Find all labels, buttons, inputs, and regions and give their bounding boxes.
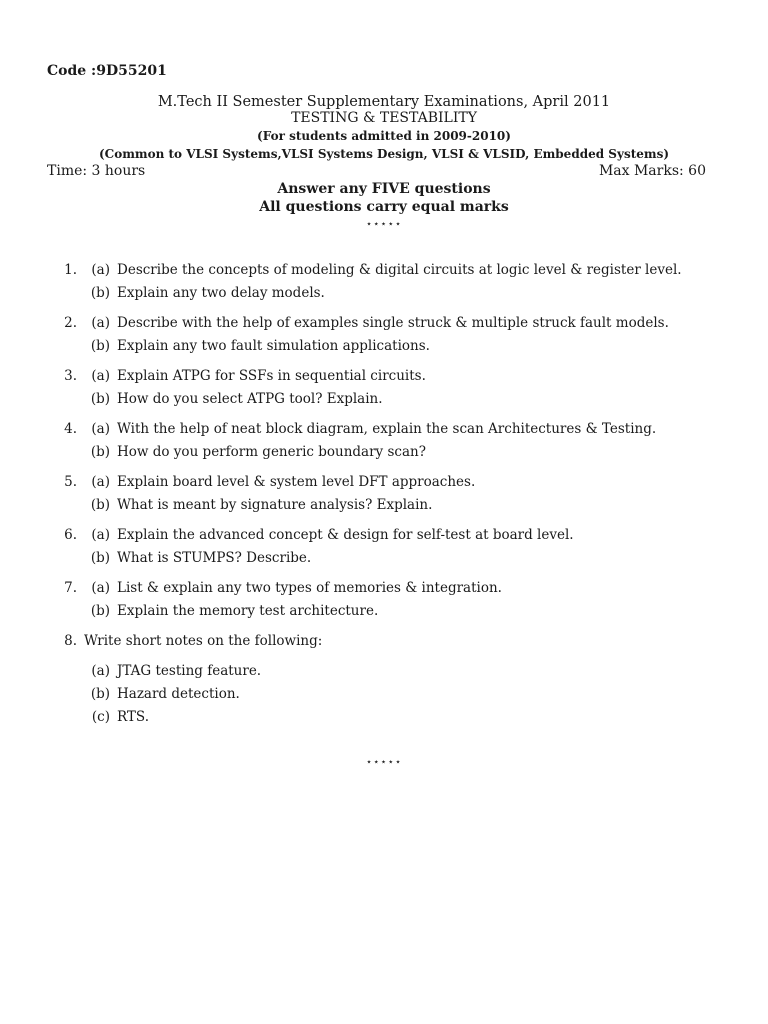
question-number: 3.	[64, 368, 77, 384]
part-text: Describe the concepts of modeling & digital circuits at logic level & register level.	[117, 262, 682, 278]
part-text: Explain board level & system level DFT approaches.	[117, 474, 476, 490]
part-text: RTS.	[117, 709, 149, 725]
question-number: 6.	[64, 527, 77, 543]
part-label: (b)	[90, 686, 110, 702]
part-text: Describe with the help of examples single struck & multiple struck fault models.	[117, 315, 669, 331]
part-label: (a)	[91, 421, 110, 437]
part-label: (b)	[90, 338, 110, 354]
question-stem: Write short notes on the following:	[84, 633, 323, 649]
part-label: (a)	[91, 315, 110, 331]
part-text: How do you select ATPG tool? Explain.	[117, 391, 383, 407]
part-text: What is STUMPS? Describe.	[117, 550, 312, 566]
part-text: What is meant by signature analysis? Explain.	[117, 497, 433, 513]
part-label: (b)	[90, 603, 110, 619]
part-label: (a)	[91, 262, 110, 278]
part-text: List & explain any two types of memories & integration.	[117, 580, 502, 596]
part-label: (a)	[91, 474, 110, 490]
question-number: 7.	[64, 580, 77, 596]
part-text: With the help of neat block diagram, explain the scan Architectures & Testing.	[117, 421, 657, 437]
max-marks-label: Max Marks: 60	[598, 163, 706, 179]
part-text: Explain any two delay models.	[117, 285, 325, 301]
instruction-five-questions: Answer any FIVE questions	[277, 181, 491, 197]
part-label: (b)	[90, 550, 110, 566]
part-label: (b)	[90, 497, 110, 513]
part-label: (a)	[91, 368, 110, 384]
time-label: Time: 3 hours	[47, 163, 146, 179]
stars-divider-top: ⋆⋆⋆⋆⋆	[365, 219, 403, 230]
question-number: 5.	[64, 474, 77, 490]
common-note: (Common to VLSI Systems,VLSI Systems Design, VLSI & VLSID, Embedded Systems)	[98, 147, 670, 161]
part-label: (a)	[91, 580, 110, 596]
instruction-equal-marks: All questions carry equal marks	[259, 199, 509, 215]
question-number: 4.	[64, 421, 77, 437]
part-label: (a)	[91, 663, 110, 679]
part-text: Explain ATPG for SSFs in sequential circuits.	[117, 368, 426, 384]
part-text: How do you perform generic boundary scan?	[117, 444, 426, 460]
question-number: 2.	[64, 315, 77, 331]
part-text: Explain the advanced concept & design for self-test at board level.	[117, 527, 574, 543]
part-label: (b)	[90, 391, 110, 407]
part-label: (a)	[91, 527, 110, 543]
subject-title: TESTING & TESTABILITY	[291, 110, 477, 126]
part-label: (c)	[91, 709, 110, 725]
part-label: (b)	[90, 285, 110, 301]
question-number: 8.	[64, 633, 77, 649]
exam-title: M.Tech II Semester Supplementary Examinations, April 2011	[157, 94, 611, 110]
part-text: Explain any two fault simulation applications.	[117, 338, 430, 354]
part-text: JTAG testing feature.	[117, 663, 262, 679]
stars-divider-bottom: ⋆⋆⋆⋆⋆	[365, 757, 403, 768]
part-label: (b)	[90, 444, 110, 460]
paper-code: Code :9D55201	[47, 63, 167, 79]
part-text: Hazard detection.	[117, 686, 240, 702]
part-text: Explain the memory test architecture.	[117, 603, 379, 619]
question-number: 1.	[64, 262, 77, 278]
admitted-note: (For students admitted in 2009-2010)	[257, 129, 511, 143]
